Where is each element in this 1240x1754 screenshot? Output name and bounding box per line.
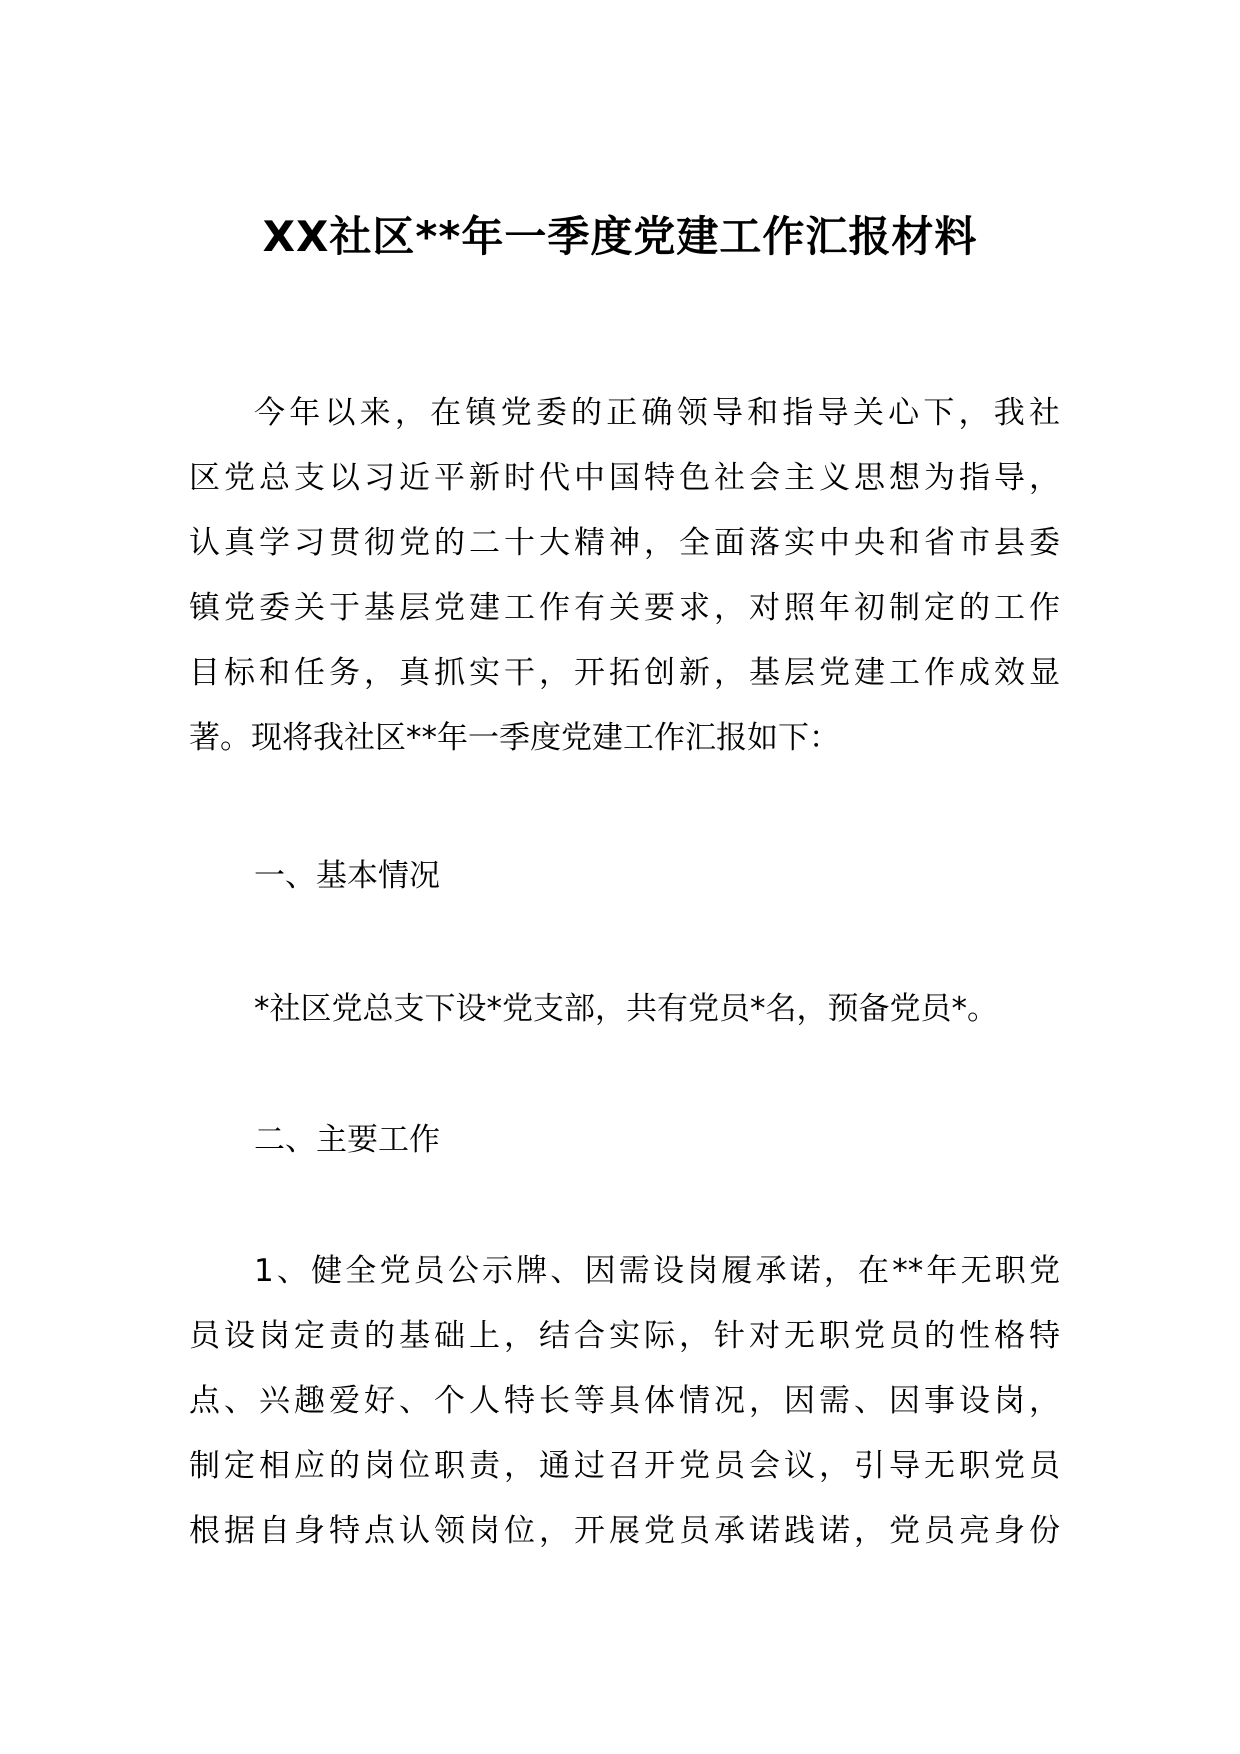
item1-line: 根据自身特点认领岗位，开展党员承诺践诺，党员亮身份	[189, 1513, 1060, 1549]
section-heading-main-work: 二、主要工作	[254, 1122, 440, 1158]
item1-line: 1、健全党员公示牌、因需设岗履承诺，在**年无职党	[254, 1253, 1060, 1289]
intro-line: 今年以来，在镇党委的正确领导和指导关心下，我社	[254, 395, 1060, 431]
intro-line: 镇党委关于基层党建工作有关要求，对照年初制定的工作	[189, 590, 1060, 626]
document-title: XX社区**年一季度党建工作汇报材料	[262, 212, 978, 261]
intro-line: 著。现将我社区**年一季度党建工作汇报如下：	[189, 720, 840, 756]
section-heading-basic: 一、基本情况	[254, 858, 440, 894]
item1-line: 制定相应的岗位职责，通过召开党员会议，引导无职党员	[189, 1448, 1060, 1484]
item1-line: 点、兴趣爱好、个人特长等具体情况，因需、因事设岗，	[189, 1383, 1060, 1419]
item1-line: 员设岗定责的基础上，结合实际，针对无职党员的性格特	[189, 1318, 1060, 1354]
intro-line: 目标和任务，真抓实干，开拓创新，基层党建工作成效显	[189, 655, 1060, 691]
intro-line: 认真学习贯彻党的二十大精神，全面落实中央和省市县委	[189, 525, 1060, 561]
basic-info-text: *社区党总支下设*党支部，共有党员*名，预备党员*。	[254, 991, 998, 1027]
intro-line: 区党总支以习近平新时代中国特色社会主义思想为指导，	[189, 460, 1060, 496]
